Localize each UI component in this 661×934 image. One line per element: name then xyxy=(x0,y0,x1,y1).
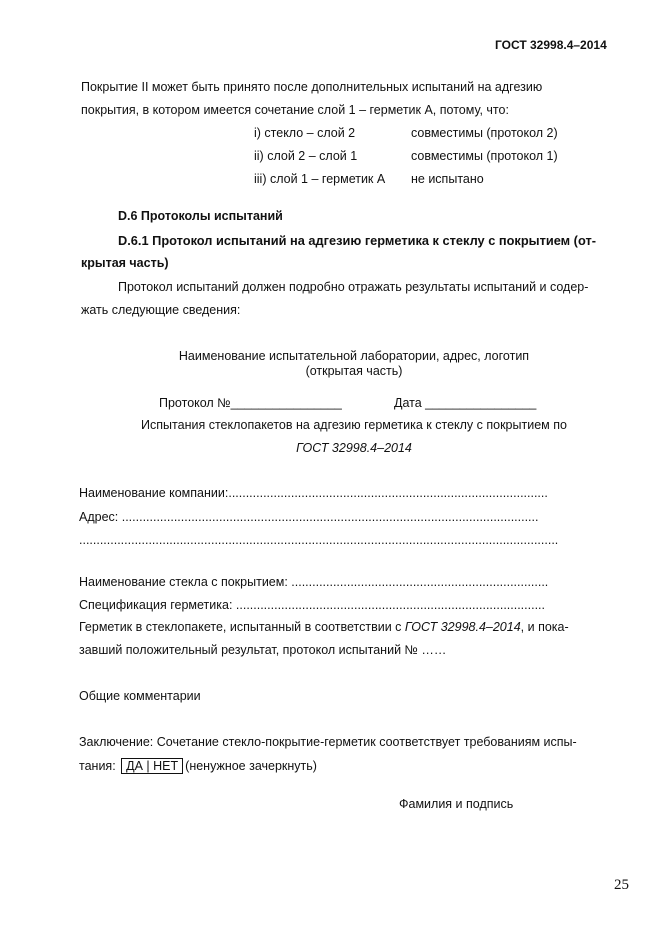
open-part-label: (открытая часть) xyxy=(305,364,403,378)
conclusion-line-2 xyxy=(79,758,317,774)
yes-no-box: ДА | НЕТ xyxy=(121,758,183,774)
document-code-header: ГОСТ 32998.4–2014 xyxy=(495,38,607,52)
lab-name-line: Наименование испытательной лаборатории, адрес, логотип xyxy=(178,349,530,363)
compat-result-2: совместимы (протокол 1) xyxy=(411,149,558,163)
subsection-title-line-1: D.6.1 Протокол испытаний на адгезию герметика к стеклу с покрытием (от- xyxy=(118,233,596,248)
coated-glass-field: Наименование стекла с покрытием: .......................................................................... xyxy=(79,575,549,589)
conclusion-prefix: тания: xyxy=(79,759,116,773)
test-title: Испытания стеклопакетов на адгезию герметика к стеклу с покрытием по xyxy=(141,418,567,432)
intro-line-2: покрытия, в котором имеется сочетание слой 1 – герметик А, потому, что: xyxy=(81,103,509,117)
compat-item-2: ii) слой 2 – слой 1 xyxy=(254,149,358,163)
standard-reference: ГОСТ 32998.4–2014 xyxy=(296,441,412,455)
result-text-a: Герметик в стеклопакете, испытанный в соответствии с xyxy=(79,620,405,634)
section-title: D.6 Протоколы испытаний xyxy=(118,209,283,223)
protocol-number-field: Протокол №________________ xyxy=(159,396,342,410)
date-field: Дата ________________ xyxy=(394,396,537,410)
paragraph-line-1: Протокол испытаний должен подробно отражать результаты испытаний и содер- xyxy=(118,280,589,294)
paragraph-line-2: жать следующие сведения: xyxy=(81,303,241,317)
strike-note: (ненужное зачеркнуть) xyxy=(185,759,317,773)
signature-label: Фамилия и подпись xyxy=(399,797,514,811)
intro-line-1: Покрытие II может быть принято после дополнительных испытаний на адгезию xyxy=(81,80,543,94)
result-text-b: , и пока- xyxy=(520,620,569,634)
company-name-field: Наименование компании:............................................................................................ xyxy=(79,486,548,500)
page-number: 25 xyxy=(614,877,629,893)
result-line-2: завший положительный результат, протокол испытаний № …… xyxy=(79,643,447,657)
general-comments: Общие комментарии xyxy=(79,689,201,703)
compat-item-1: i) стекло – слой 2 xyxy=(254,126,356,140)
conclusion-line-1: Заключение: Сочетание стекло-покрытие-герметик соответствует требованиям испы- xyxy=(79,735,577,749)
compat-result-3: не испытано xyxy=(411,172,484,186)
result-line-1 xyxy=(79,620,569,634)
subsection-title-line-2: крытая часть) xyxy=(81,256,169,270)
compat-result-1: совместимы (протокол 2) xyxy=(411,126,558,140)
compat-item-3: iii) слой 1 – герметик А xyxy=(254,172,386,186)
sealant-spec-field: Спецификация герметика: ......................................................................................... xyxy=(79,598,545,612)
address-continuation-field: .......................................................................................................................................... xyxy=(79,533,559,547)
address-field: Адрес: ........................................................................................................................ xyxy=(79,510,539,524)
result-standard: ГОСТ 32998.4–2014 xyxy=(404,620,521,634)
